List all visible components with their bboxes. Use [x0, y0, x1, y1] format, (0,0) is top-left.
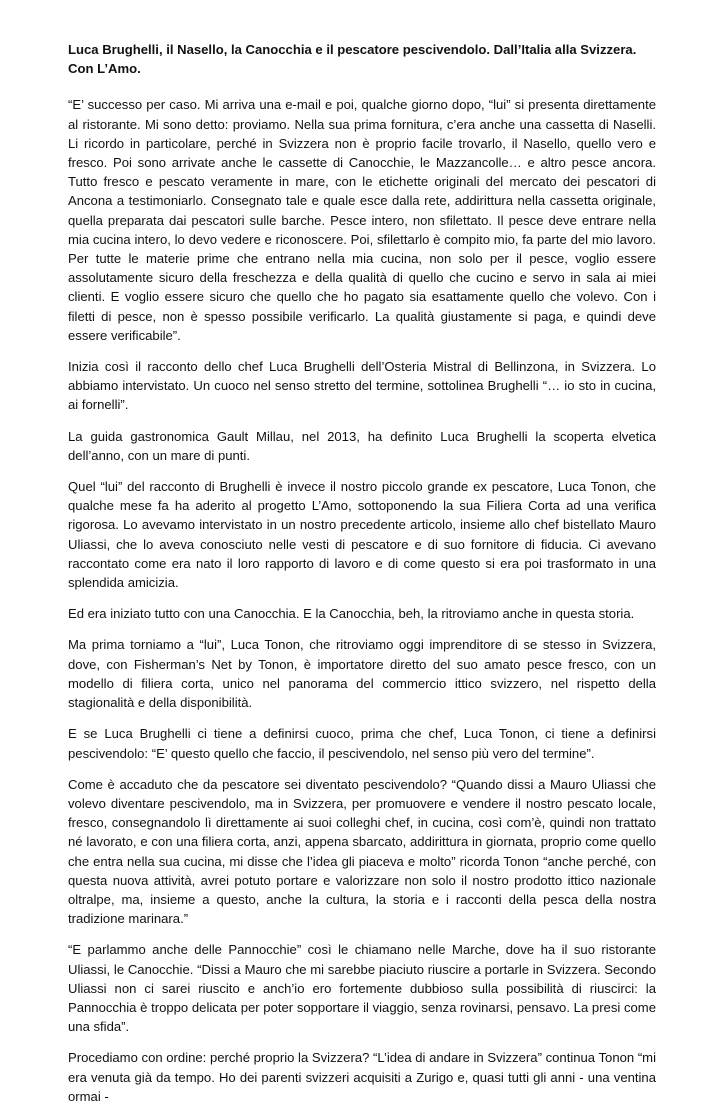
- paragraph-pannocchie: “E parlammo anche delle Pannocchie” così le chiamano nelle Marche, dove ha il suo ristorante Uliassi, le Canocchie. “Dissi a Mauro che mi sarebbe piaciuto riuscire a portarle in Svizzera. Secondo Uliassi non ci sarei riuscito e anch’io ero fortemente dubbioso sulla possibilità di riuscirci: la Pannocchia è troppo delicata per poter sopportare il viaggio, senza rovinarsi, pensavo. La presi come una sfida”.: [68, 942, 656, 1035]
- paragraph-pescivendolo: E se Luca Brughelli ci tiene a definirsi cuoco, prima che chef, Luca Tonon, ci tiene a definirsi pescivendolo: “E’ questo quello che faccio, il pescivendolo, nel senso più vero del termine”.: [68, 726, 656, 761]
- paragraph-svizzera: Procediamo con ordine: perché proprio la Svizzera? “L’idea di andare in Svizzera” continua Tonon “mi era venuta già da tempo. Ho dei parenti svizzeri acquisiti a Zurigo e, quasi tutti gli anni - una ventina ormai -: [68, 1050, 656, 1104]
- paragraph-brughelli-quote: “E’ successo per caso. Mi arriva una e-mail e poi, qualche giorno dopo, “lui” si presenta direttamente al ristorante. Mi sono detto: proviamo. Nella sua prima fornitura, c’era anche una cassetta di Naselli. Li ricordo in particolare, perché in Svizzera non è proprio facile trovarlo, il Nasello, quello vero e fresco. Poi sono arrivate anche le cassette di Canocchie, le Mazzancolle… e altro pesce ancora. Tutto fresco e pescato veramente in mare, con le etichette originali del mercato dei pescatori di Ancona a testimoniarlo. Consegnato tale e quale esce dalla rete, addirittura nella cassetta originale, quella preparata dai pescatori sulle barche. Pesce intero, non sfilettato. Il pesce deve entrare nella mia cucina intero, lo devo vedere e riconoscere. Poi, sfilettarlo è compito mio, fa parte del mio lavoro. Per tutte le materie prime che entrano nella mia cucina, non solo per il pesce, voglio essere assolutamente sicuro della freschezza e della qualità di quello che cucino e servo in sala ai miei clienti. E voglio essere sicuro che quello che ho pagato sia esattamente quello che volevo. Con i filetti di pesce, non è spesso possibile verificarlo. La qualità giustamente si paga, e quindi deve essere verificabile”.: [68, 97, 656, 343]
- document-page: [68, 40, 656, 1118]
- paragraph-gault-millau: La guida gastronomica Gault Millau, nel 2013, ha definito Luca Brughelli la scoperta elvetica dell’anno, con un mare di punti.: [68, 428, 656, 463]
- paragraph-canocchia: Ed era iniziato tutto con una Canocchia. E la Canocchia, beh, la ritroviamo anche in questa storia.: [68, 606, 635, 622]
- paragraph-intro: Inizia così il racconto dello chef Luca Brughelli dell’Osteria Mistral di Bellinzona, in Svizzera. Lo abbiamo intervistato. Un cuoco nel senso stretto del termine, sottolinea Brughelli “… io sto in cucina, ai fornelli”.: [68, 359, 656, 413]
- paragraph-tonon: Quel “lui” del racconto di Brughelli è invece il nostro piccolo grande ex pescatore, Luca Tonon, che qualche mese fa ha aderito al progetto L’Amo, sottoponendo la sua Filiera Corta ad una verifica rigorosa. Lo avevamo intervistato in un nostro precedente articolo, insieme allo chef bistellato Mauro Uliassi, che lo aveva conosciuto nelle vesti di pescatore e di suo fornitore di fiducia. Ci avevano raccontato come era nato il loro rapporto di lavoro e di come questo si era poi trasformato in una splendida amicizia.: [68, 479, 656, 591]
- paragraph-fishermans-net: Ma prima torniamo a “lui”, Luca Tonon, che ritroviamo oggi imprenditore di se stesso in Svizzera, dove, con Fisherman’s Net by Tonon, è importatore diretto del suo amato pesce fresco, con un modello di filiera corta, unico nel panorama del commercio ittico svizzero, nel rispetto della stagionalità e della disponibilità.: [68, 637, 656, 711]
- article-title: Luca Brughelli, il Nasello, la Canocchia e il pescatore pescivendolo. Dall’Italia alla Svizzera. Con L’Amo.: [68, 42, 637, 77]
- paragraph-uliassi: Come è accaduto che da pescatore sei diventato pescivendolo? “Quando dissi a Mauro Uliassi che volevo diventare pescivendolo, ma in Svizzera, per promuovere e vendere il nostro pescato locale, fresco, consegnandolo lì direttamente ai suoi colleghi chef, in cucina, così com’è, quindi non trattato né lavorato, e con una filiera corta, anzi, appena sbarcato, addirittura in giornata, proprio come quello che entra nella sua cucina, mi disse che l’idea gli piaceva e molto” ricorda Tonon “anche perché, con questa nuova attività, avrei potuto portare e valorizzare non solo il nostro prodotto ittico nazionale oltralpe, ma, insieme a questo, anche la cultura, la storia e i racconti della pesca della nostra tradizione marinara.”: [68, 776, 656, 927]
